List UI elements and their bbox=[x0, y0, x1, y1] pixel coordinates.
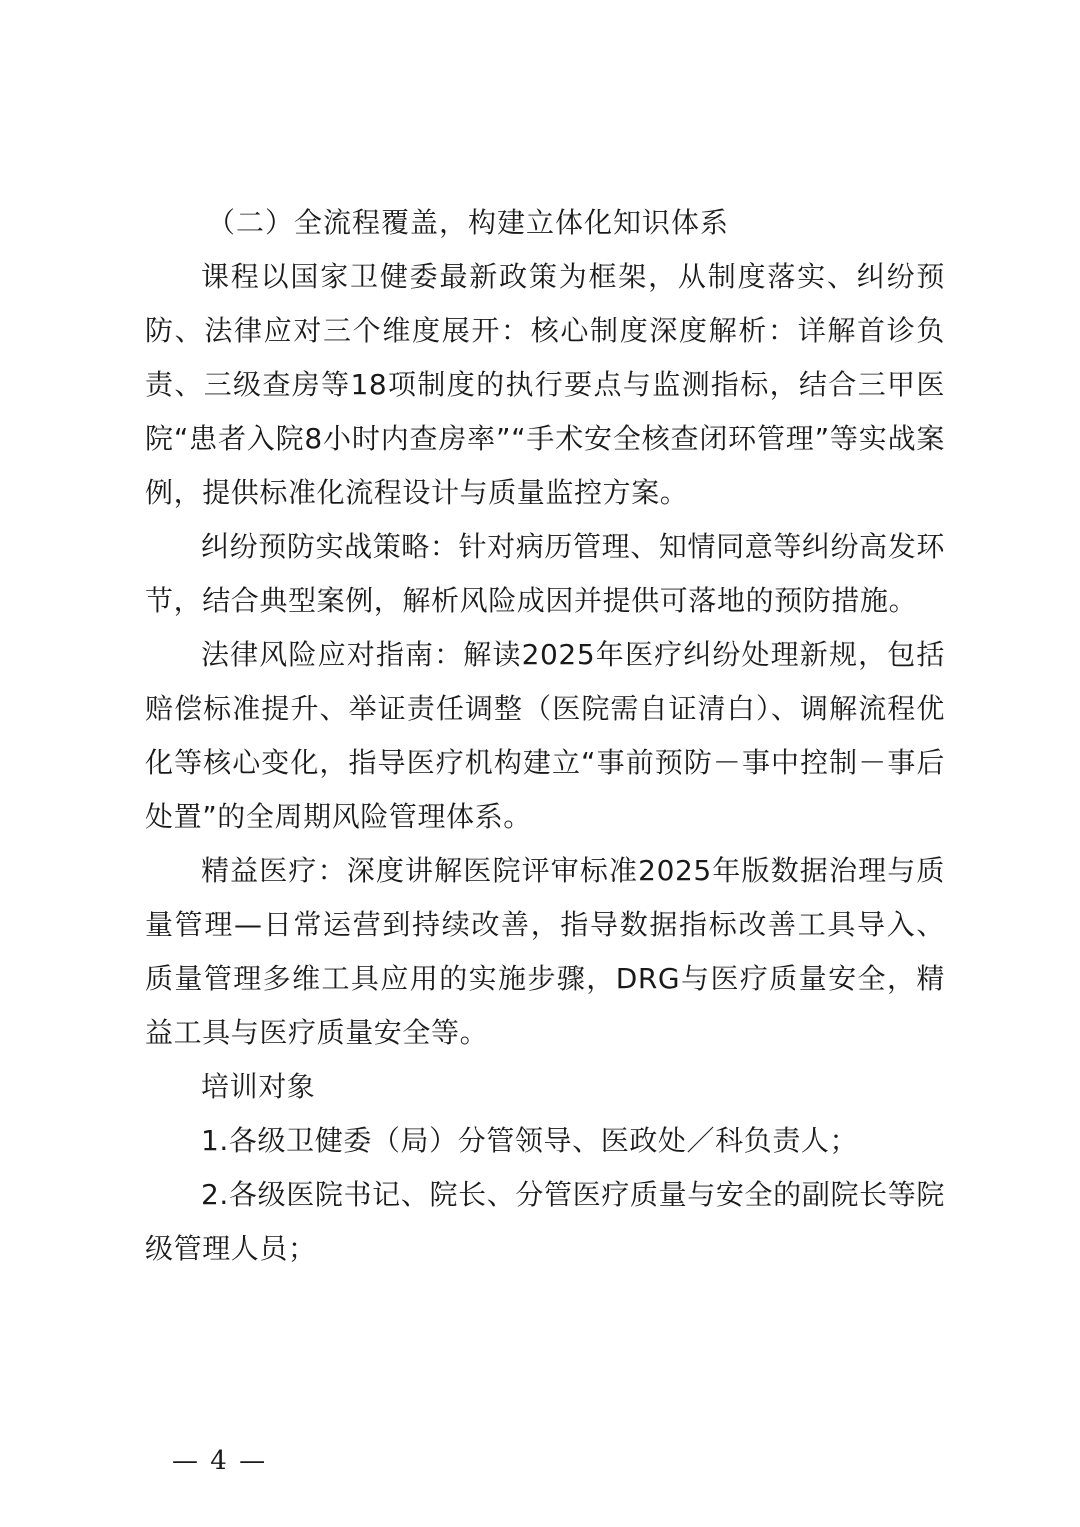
section-heading: （二）全流程覆盖，构建立体化知识体系 bbox=[207, 206, 730, 239]
paragraph-legal-risk: 法律风险应对指南：解读2025年医疗纠纷处理新规，包括赔偿标准提升、举证责任调整（医院需自证清白）、调解流程优化等核心变化，指导医疗机构建立“事前预防－事中控制－事后处置”的全周期风险管理体系。 bbox=[145, 638, 945, 833]
training-item: 2.各级医院书记、院长、分管医疗质量与安全的副院长等院级管理人员； bbox=[145, 1178, 945, 1265]
page-number: — 4 — bbox=[172, 1446, 268, 1476]
training-title: 培训对象 bbox=[201, 1070, 316, 1103]
document-body bbox=[145, 196, 945, 1276]
paragraph-dispute-prevention: 纠纷预防实战策略：针对病历管理、知情同意等纠纷高发环节，结合典型案例，解析风险成因并提供可落地的预防措施。 bbox=[145, 530, 945, 617]
training-item: 1.各级卫健委（局）分管领导、医政处／科负责人； bbox=[201, 1124, 859, 1157]
paragraph-lean-medicine: 精益医疗：深度讲解医院评审标准2025年版数据治理与质量管理—日常运营到持续改善，指导数据指标改善工具导入、质量管理多维工具应用的实施步骤，DRG与医疗质量安全，精益工具与医疗质量安全等。 bbox=[145, 854, 945, 1049]
paragraph-course-overview: 课程以国家卫健委最新政策为框架，从制度落实、纠纷预防、法律应对三个维度展开：核心制度深度解析：详解首诊负责、三级查房等18项制度的执行要点与监测指标，结合三甲医院“患者入院8小时内查房率”“手术安全核查闭环管理”等实战案例，提供标准化流程设计与质量监控方案。 bbox=[145, 260, 945, 509]
